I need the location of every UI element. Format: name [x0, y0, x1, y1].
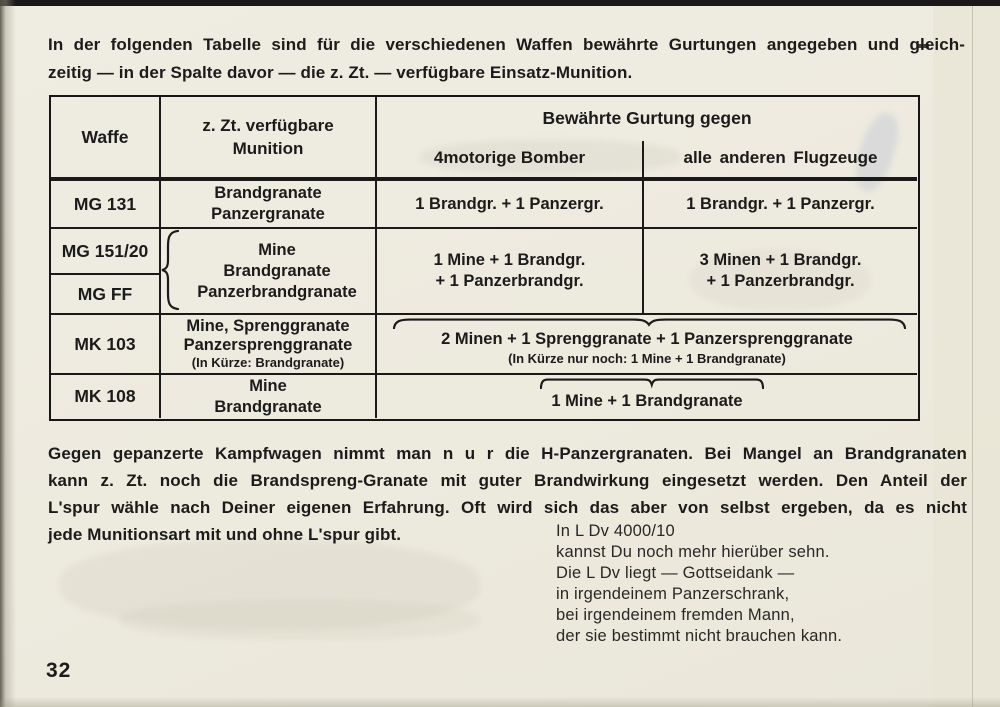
row-mg15120-munition	[179, 229, 375, 313]
row-mg131-bomber	[377, 181, 642, 227]
gurtung-line: 1 Mine + 1 Brandgr.	[433, 251, 586, 269]
curly-brace-icon	[161, 229, 181, 311]
bleedthrough-ghost	[60, 540, 480, 630]
verse-line: In L Dv 4000/10	[556, 522, 675, 540]
header-munition-line: Munition	[232, 139, 304, 158]
header-gurtung-label: Bewährte Gurtung gegen	[542, 107, 752, 128]
munition-line: Mine	[258, 240, 296, 259]
verse-block	[556, 521, 976, 647]
header-sub-other	[644, 139, 917, 177]
verse-line: kannst Du noch mehr hierüber sehn.	[556, 543, 830, 561]
row-mk103-munition	[161, 315, 375, 373]
gurtung-line: 2 Minen + 1 Sprenggranate + 1 Panzersprenggranate	[441, 329, 853, 348]
verse-line: in irgendeinem Panzerschrank,	[556, 585, 790, 603]
munition-line: Mine	[249, 376, 287, 395]
row-mk108-munition	[161, 375, 375, 418]
intro-paragraph	[48, 31, 965, 87]
gurtung-note: (In Kürze nur noch: 1 Mine + 1 Brandgranate)	[508, 351, 786, 366]
row-mg131-weapon	[51, 181, 159, 227]
body-line: kann z. Zt. noch die Brandspreng-Granate mit guter Brandwirkung eingesetzt werden. Den Anteil der	[48, 471, 967, 490]
row-mg15120-bomber	[377, 229, 642, 313]
row-mg15120-other	[644, 229, 917, 313]
munition-line: Brandgranate	[214, 397, 322, 416]
intro-line: In der folgenden Tabelle sind für die verschiedenen Waffen bewährte Gurtungen angegeben und gleich-	[48, 35, 965, 54]
gurtung-line: 1 Brandgr. + 1 Panzergr.	[686, 194, 875, 213]
munition-line: Brandgranate	[223, 261, 331, 280]
gurtung-line: + 1 Panzerbrandgr.	[706, 272, 855, 290]
weapon-label: MK 108	[74, 386, 136, 406]
body-line: L'spur wähle nach Deiner eigenen Erfahrung. Oft wird sich das aber von selbst ergeben, da es nicht	[48, 498, 967, 517]
header-waffe-label: Waffe	[81, 126, 129, 147]
verse-line: Die L Dv liegt — Gottseidank —	[556, 564, 795, 582]
verse-line: der sie bestimmt nicht brauchen kann.	[556, 627, 843, 645]
verse-line: bei irgendeinem fremden Mann,	[556, 606, 795, 624]
header-sub-bomber-label: 4motorige Bomber	[433, 148, 586, 167]
weapon-label: MG 131	[73, 193, 137, 214]
body-line: Gegen gepanzerte Kampfwagen nimmt man n u r die H-Panzergranaten. Bei Mangel an Brandgranaten	[48, 444, 967, 463]
row-mk103-combined	[377, 327, 917, 351]
header-gurtung-title	[377, 101, 917, 135]
header-munition	[161, 97, 375, 177]
row-mk108-weapon	[51, 375, 159, 418]
munition-line: Panzerbrandgranate	[197, 282, 357, 301]
weapon-label: MK 103	[74, 333, 136, 354]
row-mg15120-weapon	[51, 229, 159, 273]
scan-edge-bottom	[0, 697, 1000, 707]
weapon-label: MG FF	[77, 283, 133, 304]
intro-line: zeitig — in der Spalte davor — die z. Zt. — verfügbare Einsatz-Munition.	[48, 63, 633, 82]
bleedthrough-ghost	[120, 600, 480, 640]
munition-line: Mine, Sprenggranate	[186, 317, 350, 335]
row-mk103-combined-note	[377, 350, 917, 368]
page-number: 32	[46, 659, 72, 682]
header-sub-bomber	[377, 139, 642, 177]
munition-line: Panzergranate	[211, 205, 325, 223]
gurtung-line: 1 Mine + 1 Brandgranate	[551, 391, 743, 410]
munition-note: (In Kürze: Brandgranate)	[191, 355, 345, 370]
header-waffe	[51, 97, 159, 177]
munition-line: Panzersprenggranate	[183, 336, 353, 354]
row-mg131-munition	[161, 181, 375, 227]
gurtung-line: 1 Brandgr. + 1 Panzergr.	[415, 194, 604, 213]
row-mgff-weapon	[51, 275, 159, 313]
row-mk103-weapon	[51, 315, 159, 373]
row-mk108-combined	[377, 388, 917, 414]
gurtung-table	[49, 95, 920, 421]
row-mg131-other	[644, 181, 917, 227]
gurtung-line: + 1 Panzerbrandgr.	[435, 272, 584, 290]
gurtung-line: 3 Minen + 1 Brandgr.	[699, 251, 862, 269]
munition-line: Brandgranate	[214, 184, 322, 202]
weapon-label: MG 151/20	[61, 240, 149, 261]
header-munition-line: z. Zt. verfügbare	[202, 116, 334, 135]
body-line: jede Munitionsart mit und ohne L'spur gibt.	[48, 525, 402, 544]
scan-edge-left	[0, 0, 16, 707]
scan-edge-top	[0, 0, 1000, 6]
header-sub-other-label: alle anderen Flugzeuge	[683, 148, 878, 167]
